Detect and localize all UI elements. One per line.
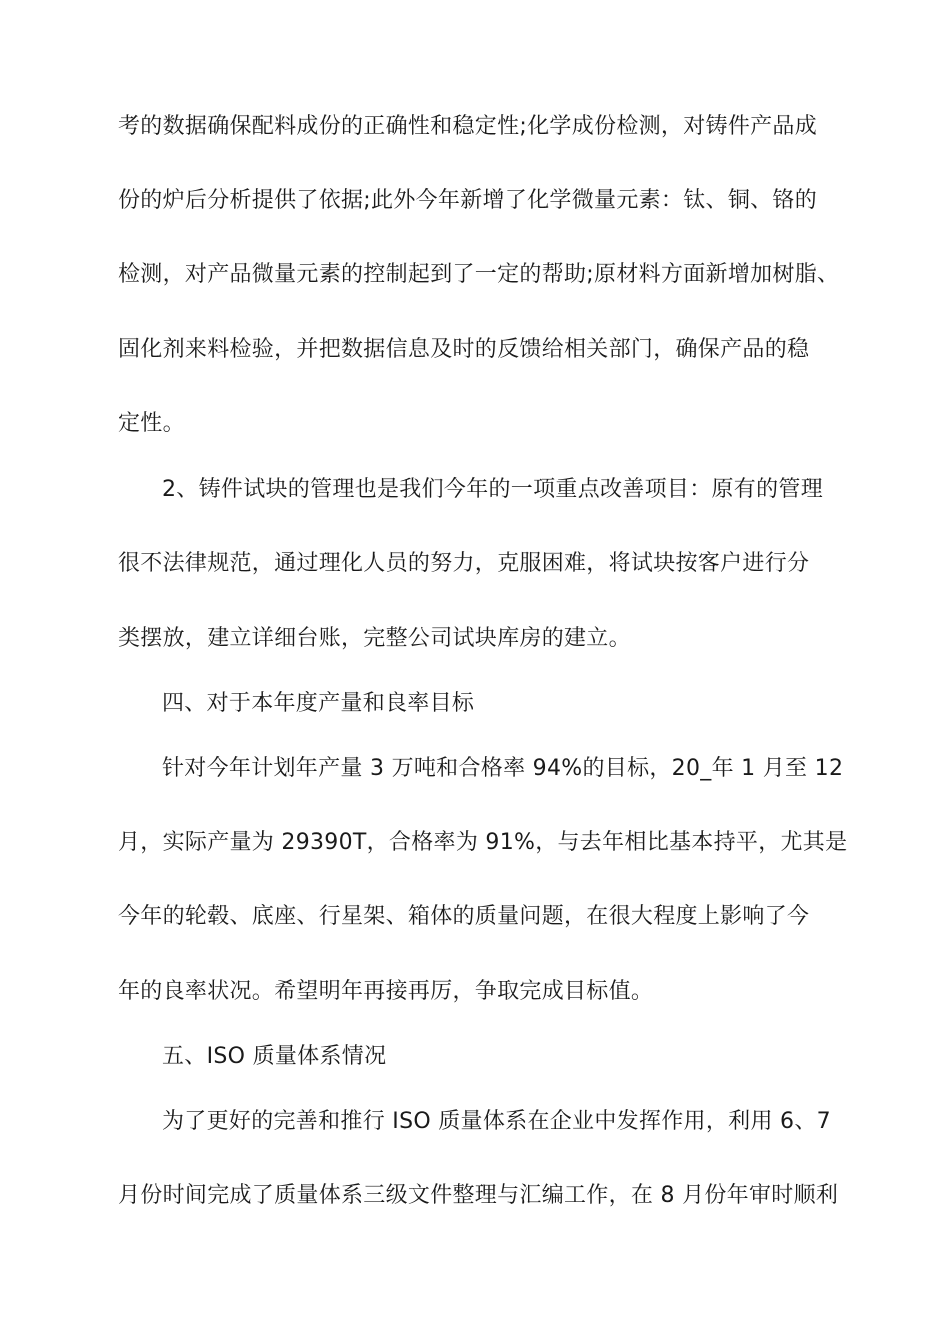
- paragraph-line: 检测，对产品微量元素的控制起到了一定的帮助;原材料方面新增加树脂、: [118, 262, 840, 287]
- paragraph-line: 月，实际产量为 29390T，合格率为 91%，与去年相比基本持平，尤其是: [118, 830, 848, 855]
- section-heading: 五、ISO 质量体系情况: [162, 1044, 387, 1069]
- paragraph-line: 针对今年计划年产量 3 万吨和合格率 94%的目标，20_年 1 月至 12: [162, 756, 844, 781]
- paragraph-line: 月份时间完成了质量体系三级文件整理与汇编工作，在 8 月份年审时顺利: [118, 1183, 839, 1208]
- paragraph-line: 2、铸件试块的管理也是我们今年的一项重点改善项目：原有的管理: [162, 477, 823, 502]
- paragraph-line: 类摆放，建立详细台账，完整公司试块库房的建立。: [118, 626, 631, 651]
- section-heading: 四、对于本年度产量和良率目标: [162, 691, 475, 716]
- paragraph-line: 为了更好的完善和推行 ISO 质量体系在企业中发挥作用，利用 6、7: [162, 1109, 831, 1134]
- paragraph-line: 今年的轮毂、底座、行星架、箱体的质量问题，在很大程度上影响了今: [118, 904, 810, 929]
- paragraph-line: 年的良率状况。希望明年再接再厉，争取完成目标值。: [118, 979, 654, 1004]
- paragraph-line: 固化剂来料检验，并把数据信息及时的反馈给相关部门，确保产品的稳: [118, 337, 810, 362]
- paragraph-line: 定性。: [118, 411, 185, 436]
- paragraph-line: 考的数据确保配料成份的正确性和稳定性;化学成份检测，对铸件产品成: [118, 114, 818, 139]
- paragraph-line: 很不法律规范，通过理化人员的努力，克服困难，将试块按客户进行分: [118, 551, 810, 576]
- paragraph-line: 份的炉后分析提供了依据;此外今年新增了化学微量元素：钛、铜、铬的: [118, 188, 818, 213]
